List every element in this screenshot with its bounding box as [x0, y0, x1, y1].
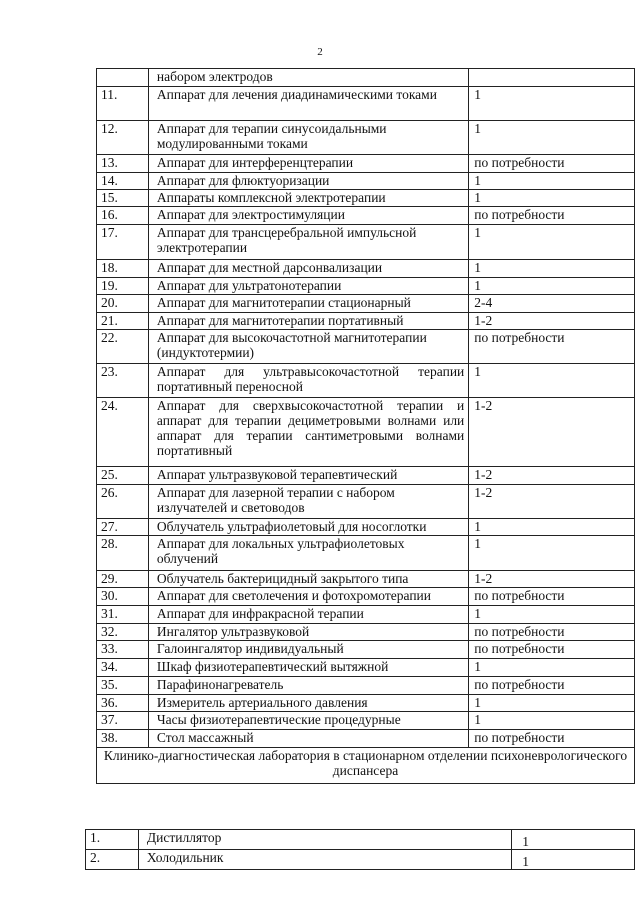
row-name: Аппараты комплексной электротерапии [148, 190, 468, 207]
row-name: Дистиллятор [138, 830, 511, 850]
row-name: Измеритель артериального давления [148, 695, 468, 712]
row-number: 17. [97, 225, 149, 260]
equipment-table-body [97, 69, 635, 748]
row-name: Стол массажный [148, 730, 468, 748]
table-row [97, 398, 635, 467]
row-name: Аппарат для магнитотерапии стационарный [148, 295, 468, 313]
equipment-table [96, 68, 635, 784]
table-row [97, 485, 635, 519]
row-name: Аппарат для высокочастотной магнитотерапии (индуктотермии) [148, 330, 468, 364]
table-row [97, 278, 635, 295]
row-number: 21. [97, 313, 149, 330]
table-row [97, 364, 635, 398]
row-name: Облучатель бактерицидный закрытого типа [148, 571, 468, 588]
row-number: 14. [97, 173, 149, 190]
section-title: Клинико-диагностическая лаборатория в стационарном отделении психоневрологического диспансера [97, 748, 635, 784]
row-number: 12. [97, 121, 149, 155]
row-quantity: 1 [469, 173, 635, 190]
row-name: Аппарат для флюктуоризации [148, 173, 468, 190]
row-quantity: 1-2 [469, 467, 635, 485]
table-row [97, 730, 635, 748]
row-name: Галоингалятор индивидуальный [148, 641, 468, 659]
row-quantity: 1 [469, 190, 635, 207]
table-row [86, 850, 635, 870]
row-number: 18. [97, 260, 149, 278]
table-row [86, 830, 635, 850]
row-quantity: по потребности [469, 330, 635, 364]
table-row [97, 155, 635, 173]
table-row [97, 641, 635, 659]
row-number: 1. [86, 830, 139, 850]
row-quantity: 1-2 [469, 485, 635, 519]
row-name: Аппарат для ультравысокочастотной терапии портативный переносной [148, 364, 468, 398]
row-quantity: 1 [469, 121, 635, 155]
row-quantity: 1 [469, 260, 635, 278]
row-number: 36. [97, 695, 149, 712]
row-name: Аппарат для ультратонотерапии [148, 278, 468, 295]
table-row [97, 659, 635, 677]
row-quantity: по потребности [469, 624, 635, 641]
row-number: 32. [97, 624, 149, 641]
row-name: Аппарат для местной дарсонвализации [148, 260, 468, 278]
row-number: 26. [97, 485, 149, 519]
row-number: 27. [97, 519, 149, 536]
row-name: Аппарат для локальных ультрафиолетовых облучений [148, 536, 468, 571]
row-quantity: 1-2 [469, 313, 635, 330]
row-number: 11. [97, 87, 149, 121]
row-quantity: по потребности [469, 677, 635, 695]
row-name: Аппарат для терапии синусоидальными модулированными токами [148, 121, 468, 155]
table-row [97, 295, 635, 313]
row-quantity: 1 [469, 712, 635, 730]
row-quantity: 2-4 [469, 295, 635, 313]
table-row [97, 519, 635, 536]
row-name: Парафинонагреватель [148, 677, 468, 695]
page-number: 2 [317, 46, 323, 58]
row-number: 19. [97, 278, 149, 295]
row-name: Аппарат ультразвуковой терапевтический [148, 467, 468, 485]
row-number: 22. [97, 330, 149, 364]
row-number: 23. [97, 364, 149, 398]
row-quantity: 1 [469, 695, 635, 712]
table-row [97, 260, 635, 278]
section-header-row [97, 748, 635, 784]
table-row [97, 536, 635, 571]
row-number: 31. [97, 606, 149, 624]
table-row [97, 571, 635, 588]
table-row [97, 677, 635, 695]
table-row [97, 330, 635, 364]
row-quantity: по потребности [469, 641, 635, 659]
row-number: 13. [97, 155, 149, 173]
table-row [97, 87, 635, 121]
table-row [97, 225, 635, 260]
lab-equipment-table-body [86, 830, 635, 870]
row-name: Аппарат для электростимуляции [148, 207, 468, 225]
row-quantity: 1 [512, 850, 635, 870]
row-name: Холодильник [138, 850, 511, 870]
row-quantity: 1 [469, 87, 635, 121]
row-number: 2. [86, 850, 139, 870]
row-quantity: по потребности [469, 155, 635, 173]
row-number: 34. [97, 659, 149, 677]
table-row [97, 69, 635, 87]
row-name: Ингалятор ультразвуковой [148, 624, 468, 641]
table-row [97, 712, 635, 730]
row-name: Аппарат для лечения диадинамическими токами [148, 87, 468, 121]
row-number: 15. [97, 190, 149, 207]
row-quantity: 1 [469, 606, 635, 624]
row-number: 29. [97, 571, 149, 588]
row-quantity: 1-2 [469, 571, 635, 588]
row-name: Шкаф физиотерапевтический вытяжной [148, 659, 468, 677]
table-row [97, 190, 635, 207]
row-quantity: 1 [469, 278, 635, 295]
row-quantity: 1 [469, 536, 635, 571]
row-name: Облучатель ультрафиолетовый для носоглотки [148, 519, 468, 536]
table-row [97, 606, 635, 624]
row-name: Аппарат для трансцеребральной импульсной электротерапии [148, 225, 468, 260]
table-row [97, 313, 635, 330]
table-row [97, 588, 635, 606]
row-quantity [469, 69, 635, 87]
row-number: 30. [97, 588, 149, 606]
row-quantity: по потребности [469, 207, 635, 225]
row-number [97, 69, 149, 87]
table-row [97, 467, 635, 485]
row-number: 16. [97, 207, 149, 225]
row-name: Аппарат для сверхвысокочастотной терапии и аппарат для терапии дециметровыми волнами или аппарат для терапии сантиметровыми волнами портативный [148, 398, 468, 467]
table-row [97, 207, 635, 225]
row-number: 25. [97, 467, 149, 485]
row-quantity: 1 [469, 225, 635, 260]
row-number: 35. [97, 677, 149, 695]
row-quantity: по потребности [469, 730, 635, 748]
table-row [97, 173, 635, 190]
row-name: Аппарат для инфракрасной терапии [148, 606, 468, 624]
row-quantity: 1 [469, 364, 635, 398]
lab-equipment-table [85, 829, 635, 870]
row-name: Аппарат для магнитотерапии портативный [148, 313, 468, 330]
row-name: Часы физиотерапевтические процедурные [148, 712, 468, 730]
row-number: 38. [97, 730, 149, 748]
row-quantity: 1 [469, 519, 635, 536]
row-number: 33. [97, 641, 149, 659]
row-quantity: 1 [469, 659, 635, 677]
row-name: Аппарат для лазерной терапии с набором излучателей и световодов [148, 485, 468, 519]
table-row [97, 121, 635, 155]
table-row [97, 624, 635, 641]
row-number: 28. [97, 536, 149, 571]
row-number: 24. [97, 398, 149, 467]
row-name: Аппарат для интерференцтерапии [148, 155, 468, 173]
row-quantity: по потребности [469, 588, 635, 606]
row-quantity: 1 [512, 830, 635, 850]
table-row [97, 695, 635, 712]
row-number: 20. [97, 295, 149, 313]
row-name: набором электродов [148, 69, 468, 87]
row-number: 37. [97, 712, 149, 730]
row-quantity: 1-2 [469, 398, 635, 467]
row-name: Аппарат для светолечения и фотохромотерапии [148, 588, 468, 606]
